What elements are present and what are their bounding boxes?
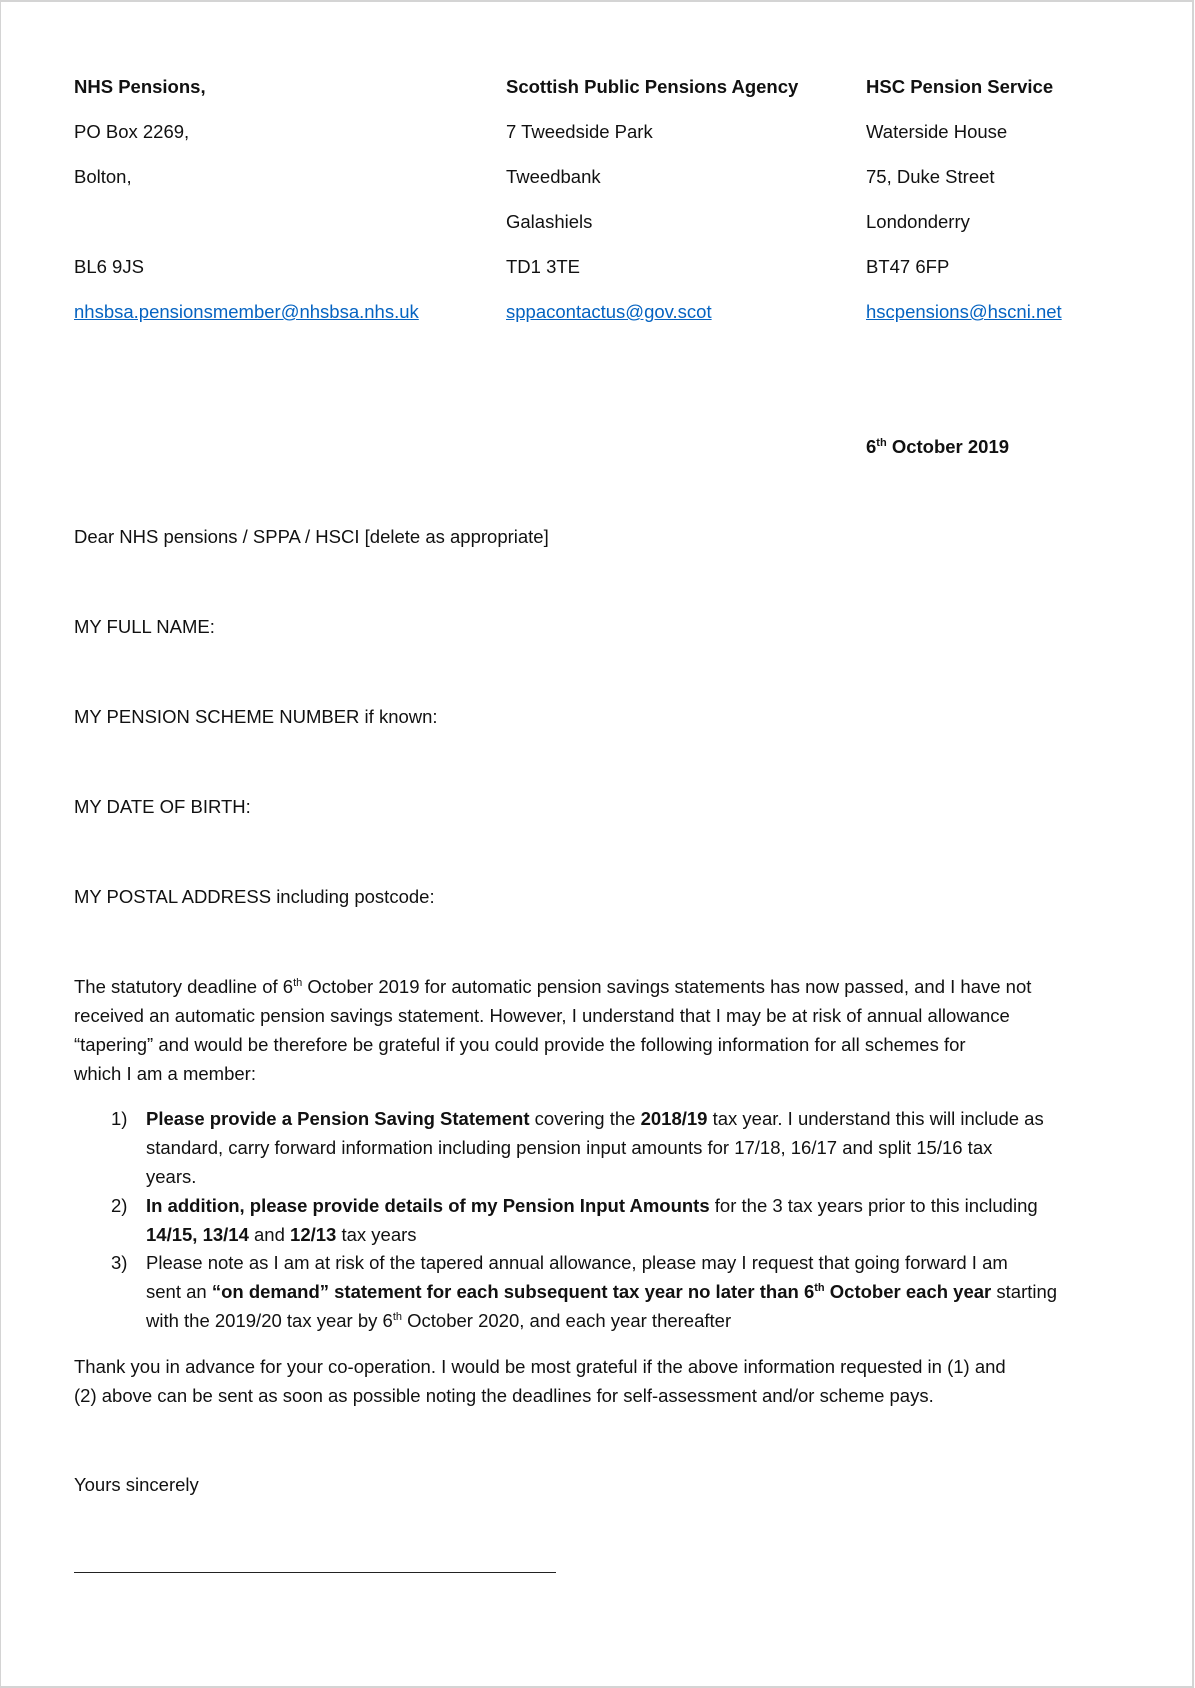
recipient-name: Scottish Public Pensions Agency [506,76,799,97]
email-link[interactable]: hscpensions@hscni.net [866,301,1062,322]
superscript: th [814,1282,825,1294]
list-item-1 [0,1104,1195,1191]
recipient-name: HSC Pension Service [866,76,1054,97]
field-date-of-birth: MY DATE OF BIRTH: [74,796,251,817]
bold-text: “on demand” statement for each subsequent tax year no later than 6 [211,1281,815,1302]
text-line [74,972,1031,1001]
address-line [74,207,419,236]
email-link[interactable]: sppacontactus@gov.scot [506,301,712,322]
address-line: Bolton, [74,166,132,187]
letter-date [866,432,1009,461]
postcode: TD1 3TE [506,256,581,277]
postcode: BT47 6FP [866,256,950,277]
list-number: 3) [111,1252,128,1273]
address-line: PO Box 2269, [74,121,190,142]
list-item-3 [0,1248,1195,1335]
field-postal-address: MY POSTAL ADDRESS including postcode: [74,886,435,907]
field-scheme-number: MY PENSION SCHEME NUMBER if known: [74,706,438,727]
address-line: 75, Duke Street [866,166,995,187]
address-line: Londonderry [866,211,970,232]
text: covering the [529,1108,641,1129]
text-line: “tapering” and would be therefore be grateful if you could provide the following information for all schemes for [74,1034,966,1055]
date-suffix: th [876,437,887,449]
text-line: which I am a member: [74,1063,256,1084]
bold-text: 14/15, 13/14 [146,1224,249,1245]
text: and [248,1224,291,1245]
postcode: BL6 9JS [74,256,144,277]
text-line: Please note as I am at risk of the tapered annual allowance, please may I request that going forward I am [146,1252,1008,1273]
bold-text: Please provide a Pension Saving Statement [146,1108,530,1129]
recipient-name: NHS Pensions, [74,76,206,97]
bold-text: 12/13 [290,1224,337,1245]
address-line: Tweedbank [506,166,601,187]
text-line [146,1191,1195,1220]
text-line [146,1277,1195,1306]
text-line: received an automatic pension savings statement. However, I understand that I may be at risk of annual allowance [74,1005,1010,1026]
address-line: Waterside House [866,121,1008,142]
text-line: (2) above can be sent as soon as possible noting the deadlines for self-assessment and/or scheme pays. [74,1385,934,1406]
text: sent an [146,1281,212,1302]
superscript: th [293,977,303,989]
address-sppa [506,72,798,326]
bold-text: In addition, please provide details of my Pension Input Amounts [146,1195,710,1216]
text: for the 3 tax years prior to this including [709,1195,1038,1216]
list-item-2 [0,1191,1195,1249]
address-line: Galashiels [506,211,593,232]
field-full-name: MY FULL NAME: [74,616,215,637]
closing-paragraph [74,1352,1006,1410]
salutation: Dear NHS pensions / SPPA / HSCI [delete as appropriate] [74,526,549,547]
date-rest: October 2019 [886,436,1010,457]
list-number: 2) [111,1195,128,1216]
text-line [146,1104,1195,1133]
date-day: 6 [866,436,877,457]
sign-off: Yours sincerely [74,1474,199,1495]
text-line: standard, carry forward information including pension input amounts for 17/18, 16/17 and split 15/16 tax [146,1137,993,1158]
bold-text: 2018/19 [640,1108,708,1129]
email-link[interactable]: nhsbsa.pensionsmember@nhsbsa.nhs.uk [74,301,419,322]
text: tax years [336,1224,417,1245]
text-line [146,1220,1195,1249]
text: October 2020, and each year thereafter [402,1310,732,1331]
address-nhs [74,72,419,326]
text-line: years. [146,1166,197,1187]
text: starting [991,1281,1058,1302]
address-hsc [866,72,1062,326]
text: October 2019 for automatic pension savings statements has now passed, and I have not [302,976,1032,997]
intro-paragraph [74,972,1031,1088]
text-line: Thank you in advance for your co-operation. I would be most grateful if the above information requested in (1) and [74,1356,1006,1377]
text: The statutory deadline of 6 [74,976,294,997]
text: tax year. I understand this will include as [707,1108,1044,1129]
superscript: th [392,1311,403,1323]
text-line [146,1306,1195,1335]
bold-text: October each year [824,1281,992,1302]
text: with the 2019/20 tax year by 6 [146,1310,393,1331]
list-number: 1) [111,1108,128,1129]
signature-line [74,1572,556,1573]
address-line: 7 Tweedside Park [506,121,653,142]
